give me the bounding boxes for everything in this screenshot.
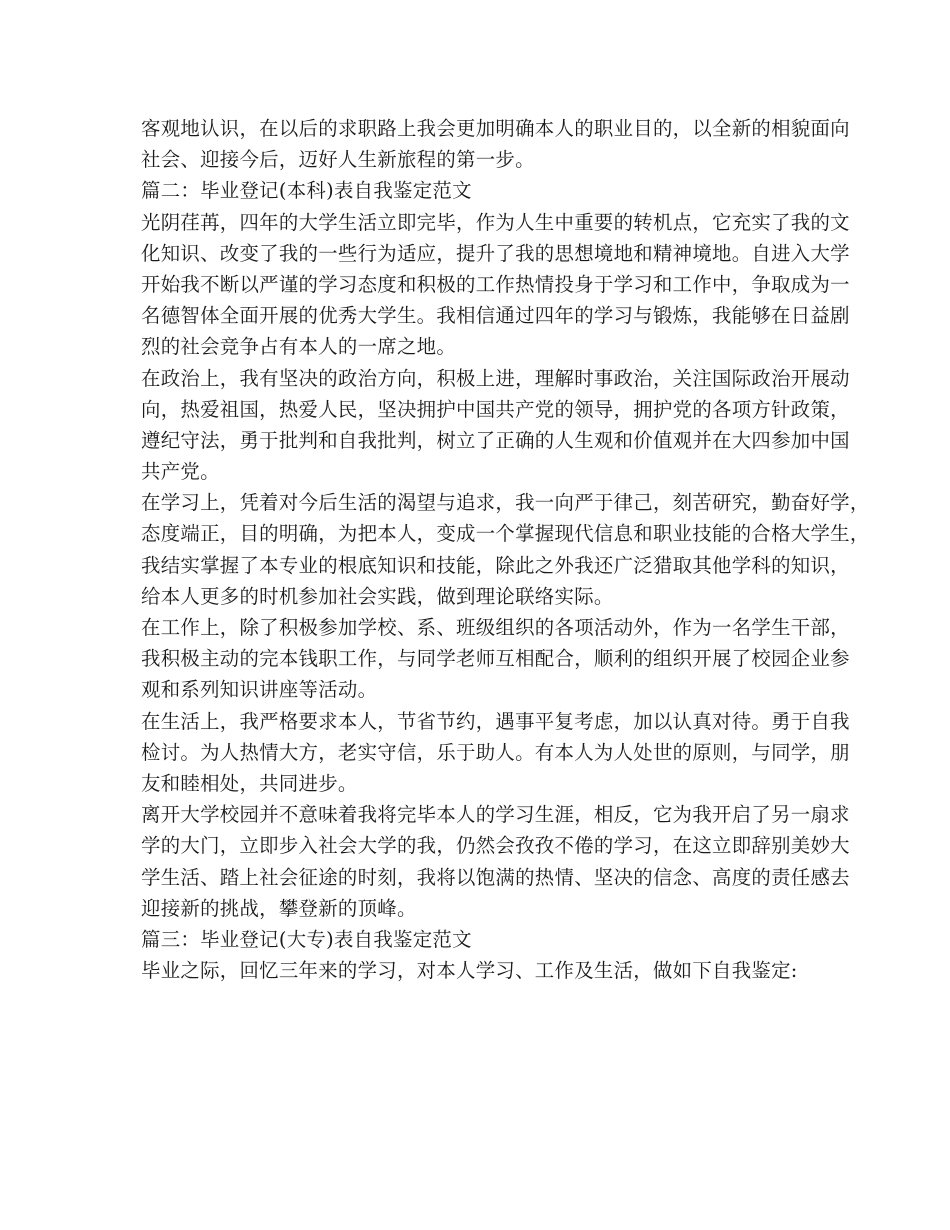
document-body — [141, 113, 870, 986]
section-heading: 篇三：毕业登记(大专)表自我鉴定范文 — [141, 927, 472, 951]
text-line: 烈的社会竞争占有本人的一席之地。 — [141, 335, 457, 359]
text-line: 在生活上，我严格要求本人，节省节约，遇事平复考虑，加以认真对待。勇于自我 — [141, 709, 850, 733]
text-line: 在学习上，凭着对今后生活的渴望与追求，我一向严于律己，刻苦研究，勤奋好学， — [141, 491, 870, 515]
text-line: 态度端正，目的明确，为把本人，变成一个掌握现代信息和职业技能的合格大学生， — [141, 522, 870, 546]
text-line: 名德智体全面开展的优秀大学生。我相信通过四年的学习与锻炼，我能够在日益剧 — [141, 304, 850, 328]
text-line: 离开大学校园并不意味着我将完毕本人的学习生涯，相反，它为我开启了另一扇求 — [141, 803, 850, 827]
text-line: 化知识、改变了我的一些行为适应，提升了我的思想境地和精神境地。自进入大学 — [141, 241, 850, 265]
text-line: 我结实掌握了本专业的根底知识和技能，除此之外我还广泛猎取其他学科的知识， — [141, 553, 850, 577]
text-line: 在工作上，除了积极参加学校、系、班级组织的各项活动外，作为一名学生干部， — [141, 616, 850, 639]
text-line: 检讨。为人热情大方，老实守信，乐于助人。有本人为人处世的原则，与同学，朋 — [141, 740, 850, 764]
text-line: 毕业之际，回忆三年来的学习，对本人学习、工作及生活，做如下自我鉴定: — [141, 959, 798, 983]
text-line: 客观地认识，在以后的求职路上我会更加明确本人的职业目的，以全新的相貌面向 — [141, 117, 850, 140]
text-line: 观和系列知识讲座等活动。 — [141, 678, 378, 702]
text-line: 遵纪守法，勇于批判和自我批判，树立了正确的人生观和价值观并在大四参加中国 — [141, 428, 850, 452]
text-line: 向，热爱祖国，热爱人民，坚决拥护中国共产党的领导，拥护党的各项方针政策， — [141, 397, 850, 421]
text-line: 学的大门，立即步入社会大学的我，仍然会孜孜不倦的学习，在这立即辞别美妙大 — [141, 834, 850, 858]
text-line: 我积极主动的完本钱职工作，与同学老师互相配合，顺利的组织开展了校园企业参 — [141, 647, 850, 671]
text-line: 社会、迎接今后，迈好人生新旅程的第一步。 — [141, 148, 535, 172]
text-line: 迎接新的挑战，攀登新的顶峰。 — [141, 896, 417, 920]
text-line: 友和睦相处，共同进步。 — [141, 771, 358, 795]
text-line: 在政治上，我有坚决的政治方向，积极上进，理解时事政治，关注国际政治开展动 — [141, 366, 850, 390]
text-line: 给本人更多的时机参加社会实践，做到理论联络实际。 — [141, 584, 614, 608]
section-heading: 篇二：毕业登记(本科)表自我鉴定范文 — [141, 179, 472, 203]
text-line: 学生活、踏上社会征途的时刻，我将以饱满的热情、坚决的信念、高度的责任感去 — [141, 865, 850, 889]
text-line: 共产党。 — [141, 460, 220, 484]
text-line: 光阴荏苒，四年的大学生活立即完毕，作为人生中重要的转机点，它充实了我的文 — [141, 210, 850, 234]
text-line: 开始我不断以严谨的学习态度和积极的工作热情投身于学习和工作中，争取成为一 — [141, 272, 850, 296]
